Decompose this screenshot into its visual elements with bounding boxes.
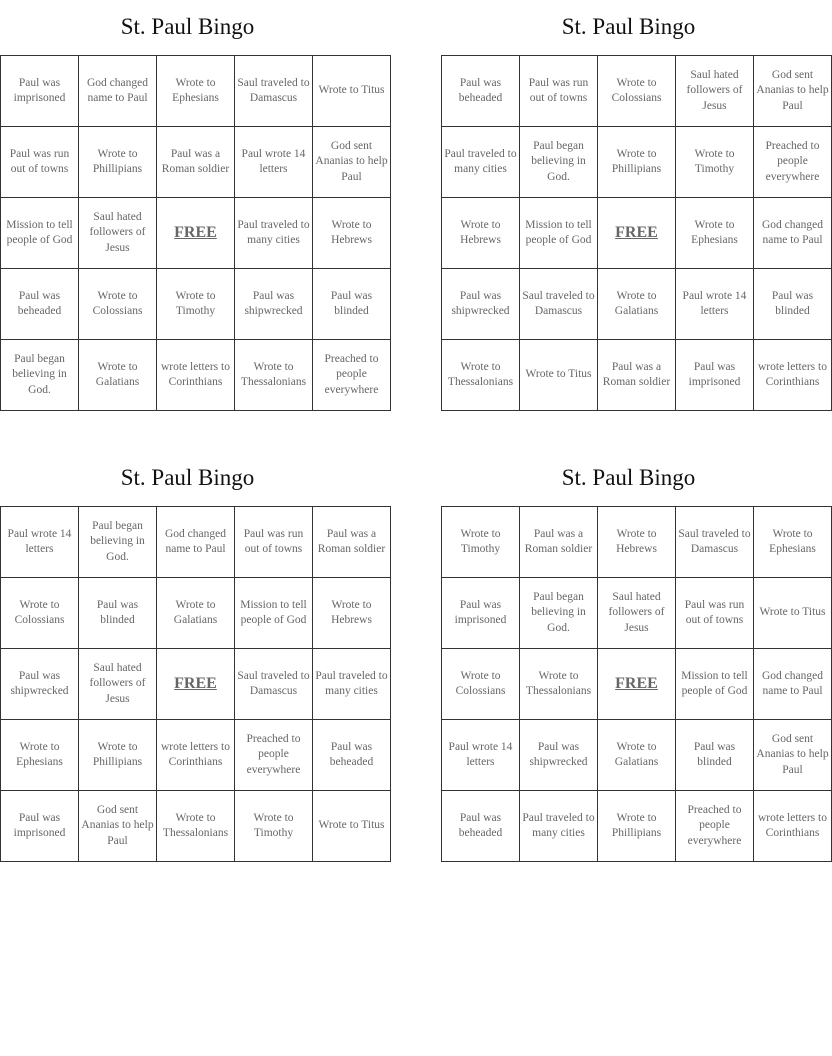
bingo-cell: Wrote to Timothy: [157, 269, 235, 340]
bingo-cell: Wrote to Hebrews: [313, 198, 391, 269]
bingo-cell: Wrote to Colossians: [598, 56, 676, 127]
grid-row: [442, 127, 832, 198]
bingo-cell: wrote letters to Corinthians: [157, 720, 235, 791]
bingo-cell: Paul was beheaded: [442, 791, 520, 862]
bingo-cell: Wrote to Hebrews: [598, 507, 676, 578]
bingo-grid: [0, 506, 391, 862]
bingo-cell: Paul was beheaded: [1, 269, 79, 340]
bingo-cell: Paul was a Roman soldier: [313, 507, 391, 578]
bingo-card-4: [441, 463, 829, 858]
bingo-cell: Wrote to Phillipians: [598, 127, 676, 198]
bingo-cell: God sent Ananias to help Paul: [754, 56, 832, 127]
bingo-cell: Paul wrote 14 letters: [1, 507, 79, 578]
bingo-cell: Wrote to Ephesians: [157, 56, 235, 127]
grid-row: [442, 269, 832, 340]
bingo-grid: [441, 55, 832, 411]
bingo-cell: Paul began believing in God.: [1, 340, 79, 411]
bingo-cell: Paul was a Roman soldier: [598, 340, 676, 411]
bingo-cell: Wrote to Thessalonians: [442, 340, 520, 411]
grid-row: [442, 791, 832, 862]
bingo-cell: Wrote to Phillipians: [598, 791, 676, 862]
bingo-cell: Paul was shipwrecked: [235, 269, 313, 340]
bingo-cell: Wrote to Colossians: [442, 649, 520, 720]
bingo-cell: God changed name to Paul: [79, 56, 157, 127]
bingo-cell: Paul began believing in God.: [79, 507, 157, 578]
bingo-cell: Paul traveled to many cities: [520, 791, 598, 862]
bingo-cell: God changed name to Paul: [754, 198, 832, 269]
bingo-cell: Mission to tell people of God: [520, 198, 598, 269]
bingo-cell: Wrote to Galatians: [598, 720, 676, 791]
free-space: FREE: [157, 649, 235, 720]
grid-row: [1, 720, 391, 791]
bingo-cell: Wrote to Thessalonians: [235, 340, 313, 411]
bingo-cell: Mission to tell people of God: [235, 578, 313, 649]
bingo-cell: Saul hated followers of Jesus: [598, 578, 676, 649]
card-title: St. Paul Bingo: [561, 465, 696, 490]
bingo-cell: Wrote to Timothy: [442, 507, 520, 578]
bingo-cell: Wrote to Titus: [520, 340, 598, 411]
bingo-cell: Wrote to Galatians: [598, 269, 676, 340]
bingo-cell: Preached to people everywhere: [676, 791, 754, 862]
bingo-cell: Paul wrote 14 letters: [676, 269, 754, 340]
bingo-card-2: [441, 12, 829, 407]
bingo-cell: Wrote to Ephesians: [676, 198, 754, 269]
bingo-cell: Paul was blinded: [313, 269, 391, 340]
grid-row: [1, 507, 391, 578]
bingo-cell: Saul hated followers of Jesus: [79, 649, 157, 720]
bingo-cell: Wrote to Ephesians: [1, 720, 79, 791]
bingo-cell: God sent Ananias to help Paul: [754, 720, 832, 791]
bingo-cell: Paul was blinded: [754, 269, 832, 340]
free-space: FREE: [598, 198, 676, 269]
bingo-cell: Paul was shipwrecked: [1, 649, 79, 720]
grid-row: [1, 791, 391, 862]
bingo-cell: Paul was run out of towns: [520, 56, 598, 127]
bingo-cell: Wrote to Thessalonians: [520, 649, 598, 720]
bingo-cell: Paul was imprisoned: [1, 791, 79, 862]
card-title: St. Paul Bingo: [120, 465, 255, 490]
grid-row: [1, 578, 391, 649]
bingo-cell: Paul traveled to many cities: [313, 649, 391, 720]
bingo-cell: God sent Ananias to help Paul: [79, 791, 157, 862]
bingo-cell: Paul was a Roman soldier: [520, 507, 598, 578]
grid-row: [442, 649, 832, 720]
bingo-cell: Preached to people everywhere: [235, 720, 313, 791]
bingo-cell: Paul was run out of towns: [1, 127, 79, 198]
bingo-cell: Wrote to Colossians: [79, 269, 157, 340]
bingo-cell: Saul traveled to Damascus: [235, 649, 313, 720]
free-space: FREE: [157, 198, 235, 269]
grid-row: [442, 340, 832, 411]
grid-row: [1, 127, 391, 198]
bingo-cell: Wrote to Thessalonians: [157, 791, 235, 862]
card-title: St. Paul Bingo: [120, 14, 255, 39]
bingo-cell: Paul was shipwrecked: [442, 269, 520, 340]
grid-row: [442, 720, 832, 791]
bingo-cell: Saul hated followers of Jesus: [676, 56, 754, 127]
free-space: FREE: [598, 649, 676, 720]
bingo-cell: Wrote to Galatians: [79, 340, 157, 411]
bingo-cell: Paul wrote 14 letters: [235, 127, 313, 198]
bingo-cell: Saul traveled to Damascus: [235, 56, 313, 127]
bingo-cell: Paul was imprisoned: [676, 340, 754, 411]
bingo-cell: Wrote to Ephesians: [754, 507, 832, 578]
bingo-cell: God sent Ananias to help Paul: [313, 127, 391, 198]
bingo-cell: God changed name to Paul: [157, 507, 235, 578]
grid-row: [1, 649, 391, 720]
bingo-grid: [0, 55, 391, 411]
bingo-cell: Paul was blinded: [676, 720, 754, 791]
bingo-cell: Paul was beheaded: [313, 720, 391, 791]
bingo-cell: Paul was run out of towns: [676, 578, 754, 649]
bingo-cell: Paul was blinded: [79, 578, 157, 649]
bingo-cell: Wrote to Titus: [313, 56, 391, 127]
grid-row: [442, 507, 832, 578]
grid-row: [1, 56, 391, 127]
bingo-cell: Paul was a Roman soldier: [157, 127, 235, 198]
bingo-cell: Paul was beheaded: [442, 56, 520, 127]
grid-row: [1, 340, 391, 411]
bingo-cell: Paul began believing in God.: [520, 578, 598, 649]
bingo-cell: Saul traveled to Damascus: [676, 507, 754, 578]
bingo-cell: Preached to people everywhere: [754, 127, 832, 198]
grid-row: [442, 198, 832, 269]
bingo-cell: Wrote to Colossians: [1, 578, 79, 649]
bingo-cell: Paul began believing in God.: [520, 127, 598, 198]
bingo-cell: Saul hated followers of Jesus: [79, 198, 157, 269]
bingo-cell: Paul wrote 14 letters: [442, 720, 520, 791]
bingo-cell: Wrote to Galatians: [157, 578, 235, 649]
bingo-cell: Wrote to Phillipians: [79, 127, 157, 198]
bingo-cell: Saul traveled to Damascus: [520, 269, 598, 340]
bingo-cell: Paul traveled to many cities: [442, 127, 520, 198]
bingo-cell: Wrote to Titus: [754, 578, 832, 649]
bingo-cell: God changed name to Paul: [754, 649, 832, 720]
bingo-card-1: [0, 12, 388, 407]
bingo-cell: Mission to tell people of God: [676, 649, 754, 720]
bingo-cell: Paul was imprisoned: [442, 578, 520, 649]
bingo-cell: Preached to people everywhere: [313, 340, 391, 411]
bingo-cell: wrote letters to Corinthians: [754, 791, 832, 862]
bingo-cell: Wrote to Phillipians: [79, 720, 157, 791]
bingo-card-3: [0, 463, 388, 858]
grid-row: [442, 56, 832, 127]
grid-row: [1, 269, 391, 340]
bingo-cell: Paul was imprisoned: [1, 56, 79, 127]
bingo-cell: Wrote to Hebrews: [313, 578, 391, 649]
grid-row: [1, 198, 391, 269]
bingo-cell: Paul traveled to many cities: [235, 198, 313, 269]
bingo-cell: Wrote to Titus: [313, 791, 391, 862]
bingo-cell: Paul was run out of towns: [235, 507, 313, 578]
bingo-cell: wrote letters to Corinthians: [157, 340, 235, 411]
bingo-grid: [441, 506, 832, 862]
bingo-cell: Wrote to Timothy: [235, 791, 313, 862]
bingo-cell: Wrote to Timothy: [676, 127, 754, 198]
bingo-cell: Wrote to Hebrews: [442, 198, 520, 269]
card-title: St. Paul Bingo: [561, 14, 696, 39]
grid-row: [442, 578, 832, 649]
bingo-cell: wrote letters to Corinthians: [754, 340, 832, 411]
bingo-cell: Mission to tell people of God: [1, 198, 79, 269]
bingo-cell: Paul was shipwrecked: [520, 720, 598, 791]
